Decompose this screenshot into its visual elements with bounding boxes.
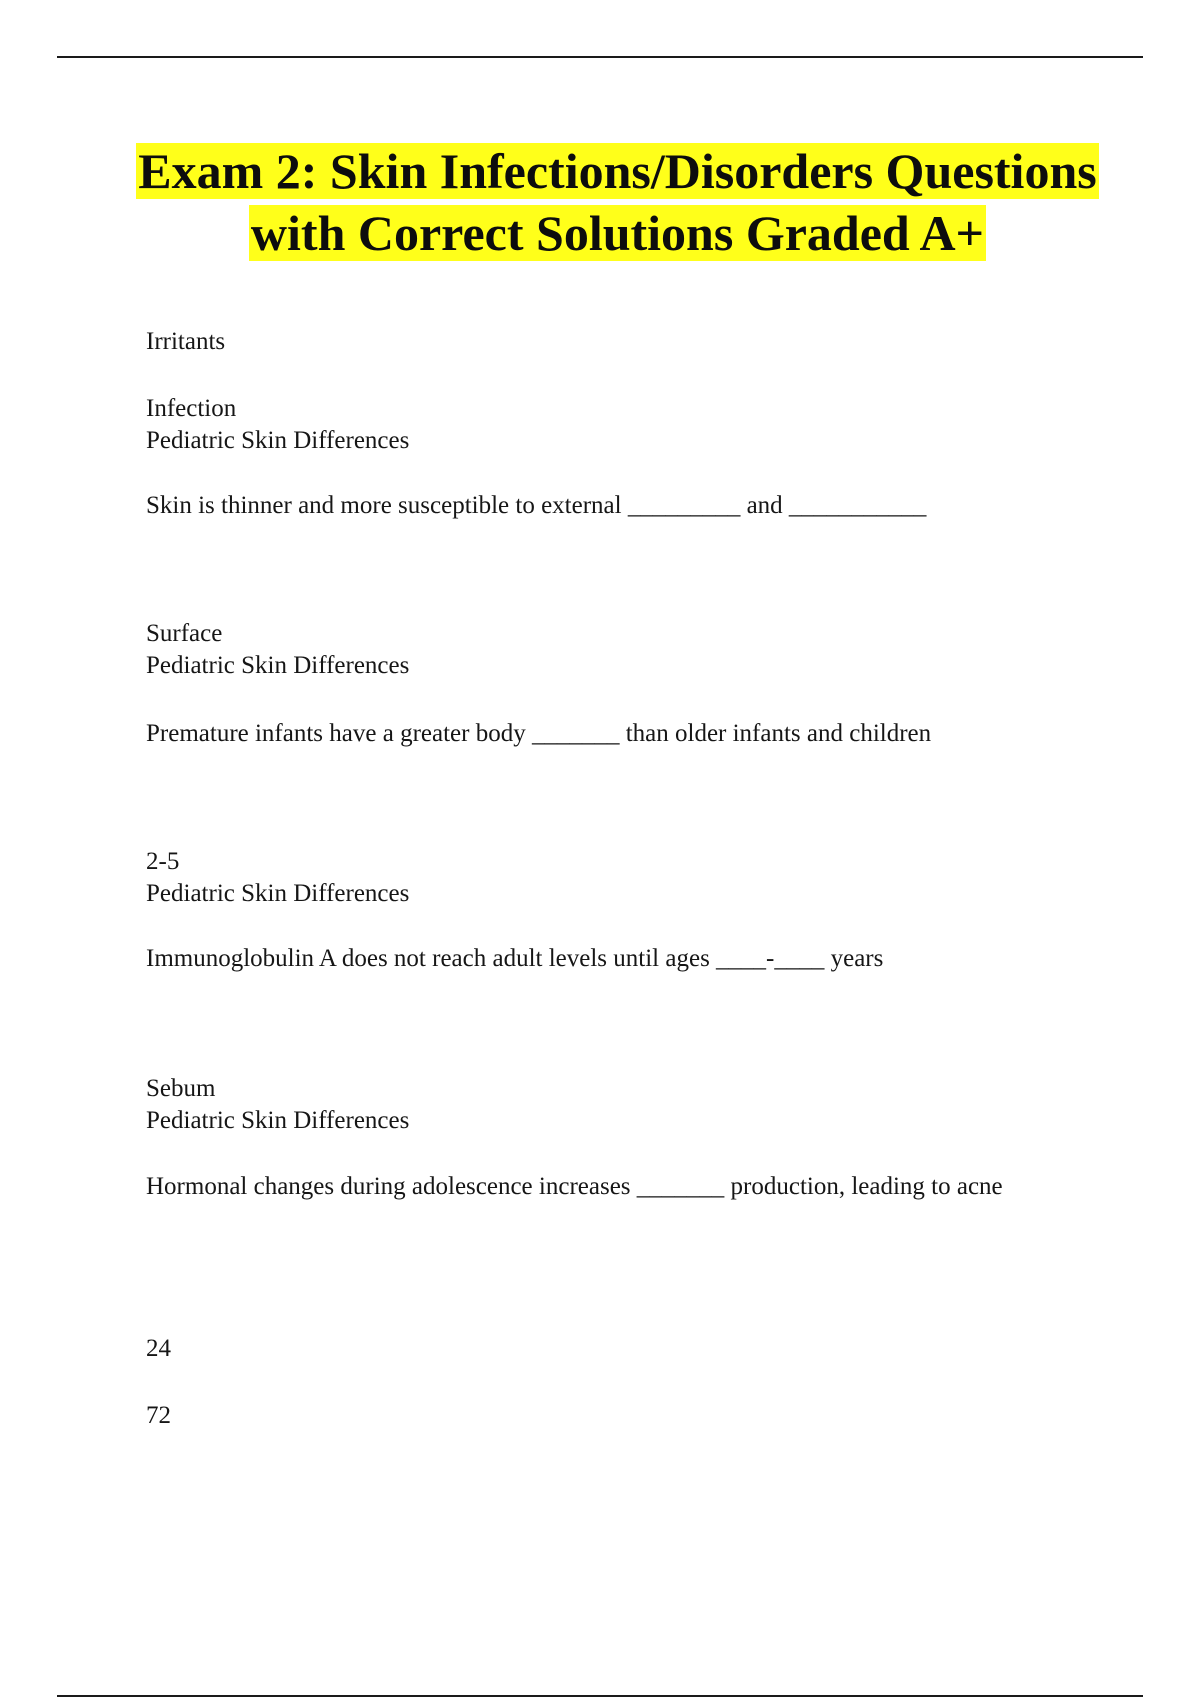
question-text: Immunoglobulin A does not reach adult levels until ages ____-____ years bbox=[146, 945, 884, 972]
answer-2-5: 2-5 bbox=[146, 848, 180, 875]
topic-label: Pediatric Skin Differences bbox=[146, 652, 410, 679]
topic-label: Pediatric Skin Differences bbox=[146, 1107, 410, 1134]
topic-label: Pediatric Skin Differences bbox=[146, 880, 410, 907]
title-highlight: Exam 2: Skin Infections/Disorders Questions with Correct Solutions Graded A+ bbox=[138, 143, 1097, 261]
answer-irritants: Irritants bbox=[146, 328, 226, 355]
document-title bbox=[100, 140, 1135, 264]
answer-surface: Surface bbox=[146, 620, 223, 647]
answer-infection: Infection bbox=[146, 395, 237, 422]
answer-sebum: Sebum bbox=[146, 1075, 216, 1102]
footer-rule bbox=[57, 1695, 1143, 1697]
topic-label: Pediatric Skin Differences bbox=[146, 427, 410, 454]
answer-72: 72 bbox=[146, 1402, 171, 1429]
question-text: Hormonal changes during adolescence increases _______ production, leading to acne bbox=[146, 1173, 1003, 1200]
question-text: Premature infants have a greater body _______ than older infants and children bbox=[146, 720, 932, 747]
answer-24: 24 bbox=[146, 1335, 171, 1362]
header-rule bbox=[57, 56, 1143, 58]
question-text: Skin is thinner and more susceptible to external _________ and ___________ bbox=[146, 492, 927, 519]
